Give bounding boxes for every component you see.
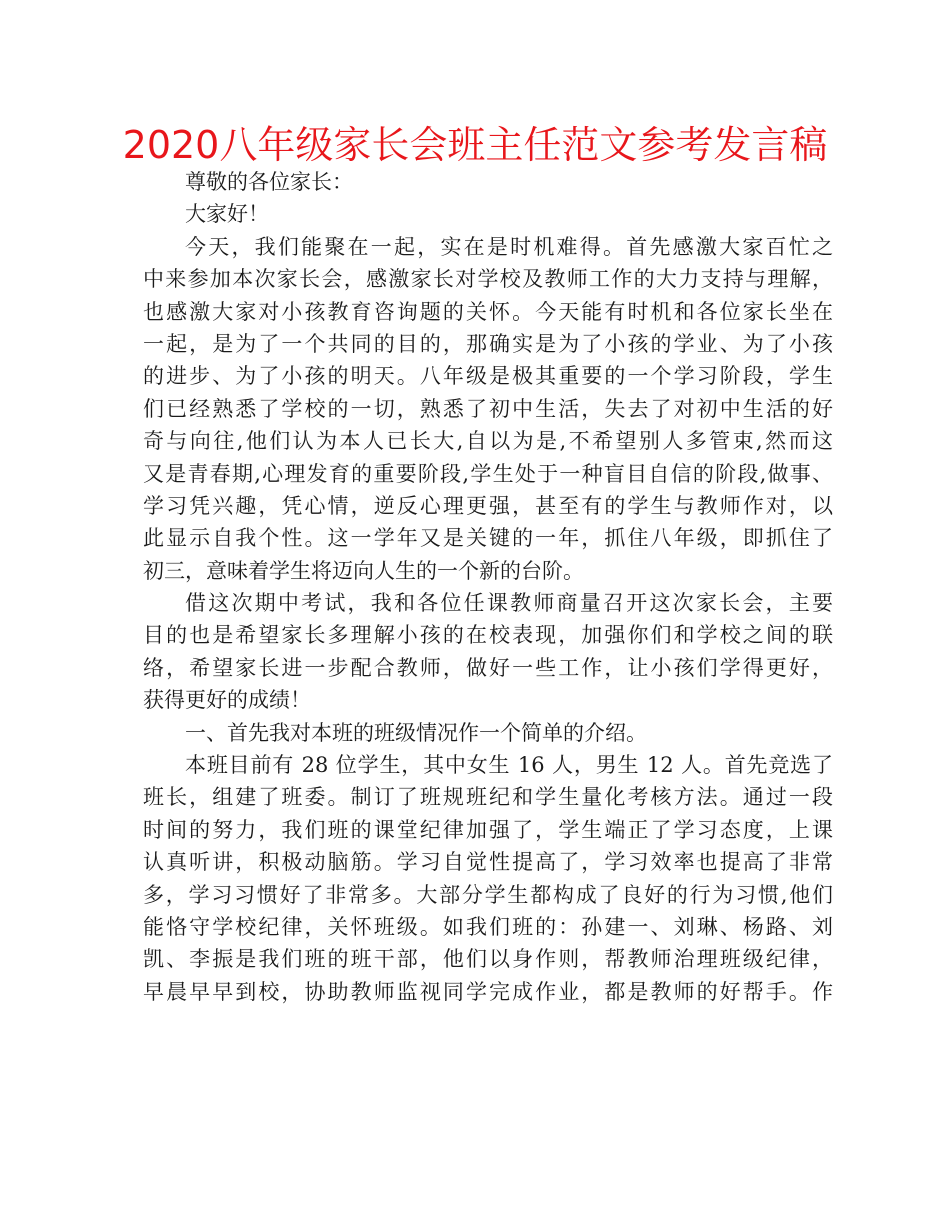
document-title: 2020八年级家长会班主任范文参考发言稿: [122, 123, 828, 167]
text-line: 时间的努力，我们班的课堂纪律加强了，学生端正了学习态度，上课: [143, 817, 833, 842]
text-line: 借这次期中考试，我和各位任课教师商量召开这次家长会，主要: [185, 591, 833, 616]
text-line: 今天，我们能聚在一起，实在是时机难得。首先感激大家百忙之: [185, 234, 833, 259]
text-line: 多，学习习惯好了非常多。大部分学生都构成了良好的行为习惯,他们: [143, 882, 833, 907]
text-line: 凯、李振是我们班的班干部，他们以身作则，帮教师治理班级纪律，: [143, 947, 833, 972]
text-line: 的进步、为了小孩的明天。八年级是极其重要的一个学习阶段，学生: [143, 364, 833, 389]
text-line: 目的也是希望家长多理解小孩的在校表现，加强你们和学校之间的联: [143, 623, 833, 648]
text-line: 认真听讲，积极动脑筋。学习自觉性提高了，学习效率也提高了非常: [143, 850, 833, 875]
text-line: 初三，意味着学生将迈向人生的一个新的台阶。: [143, 558, 584, 583]
text-line: 又是青春期,心理发育的重要阶段,学生处于一种盲目自信的阶段,做事、: [143, 461, 833, 486]
text-line: 奇与向往,他们认为本人已长大,自以为是,不希望别人多管束,然而这: [143, 429, 833, 454]
text-line: 早晨早早到校，协助教师监视同学完成作业，都是教师的好帮手。作: [143, 979, 833, 1004]
text-line: 们已经熟悉了学校的一切，熟悉了初中生活，失去了对初中生活的好: [143, 396, 833, 421]
text-line: 能恪守学校纪律，关怀班级。如我们班的：孙建一、刘琳、杨路、刘: [143, 914, 833, 939]
text-line: 此显示自我个性。这一学年又是关键的一年，抓住八年级，即抓住了: [143, 526, 833, 551]
text-line: 尊敬的各位家长：: [185, 170, 353, 194]
text-line: 获得更好的成绩！: [143, 688, 311, 713]
text-line: 班长，组建了班委。制订了班规班纪和学生量化考核方法。通过一段: [143, 785, 833, 810]
document-body: [143, 166, 833, 1008]
text-line: 络，希望家长进一步配合教师，做好一些工作，让小孩们学得更好，: [143, 655, 833, 680]
text-line: 也感激大家对小孩教育咨询题的关怀。今天能有时机和各位家长坐在: [143, 299, 833, 324]
text-line: 中来参加本次家长会，感激家长对学校及教师工作的大力支持与理解，: [143, 267, 833, 292]
text-line: 一、首先我对本班的班级情况作一个简单的介绍。: [185, 720, 647, 745]
text-line: 学习凭兴趣，凭心情，逆反心理更强，甚至有的学生与教师作对，以: [143, 493, 833, 518]
text-line: 大家好！: [185, 202, 269, 227]
text-line: 一起，是为了一个共同的目的，那确实是为了小孩的学业、为了小孩: [143, 331, 833, 356]
text-line: 本班目前有 28 位学生，其中女生 16 人，男生 12 人。首先竞选了: [185, 753, 833, 778]
